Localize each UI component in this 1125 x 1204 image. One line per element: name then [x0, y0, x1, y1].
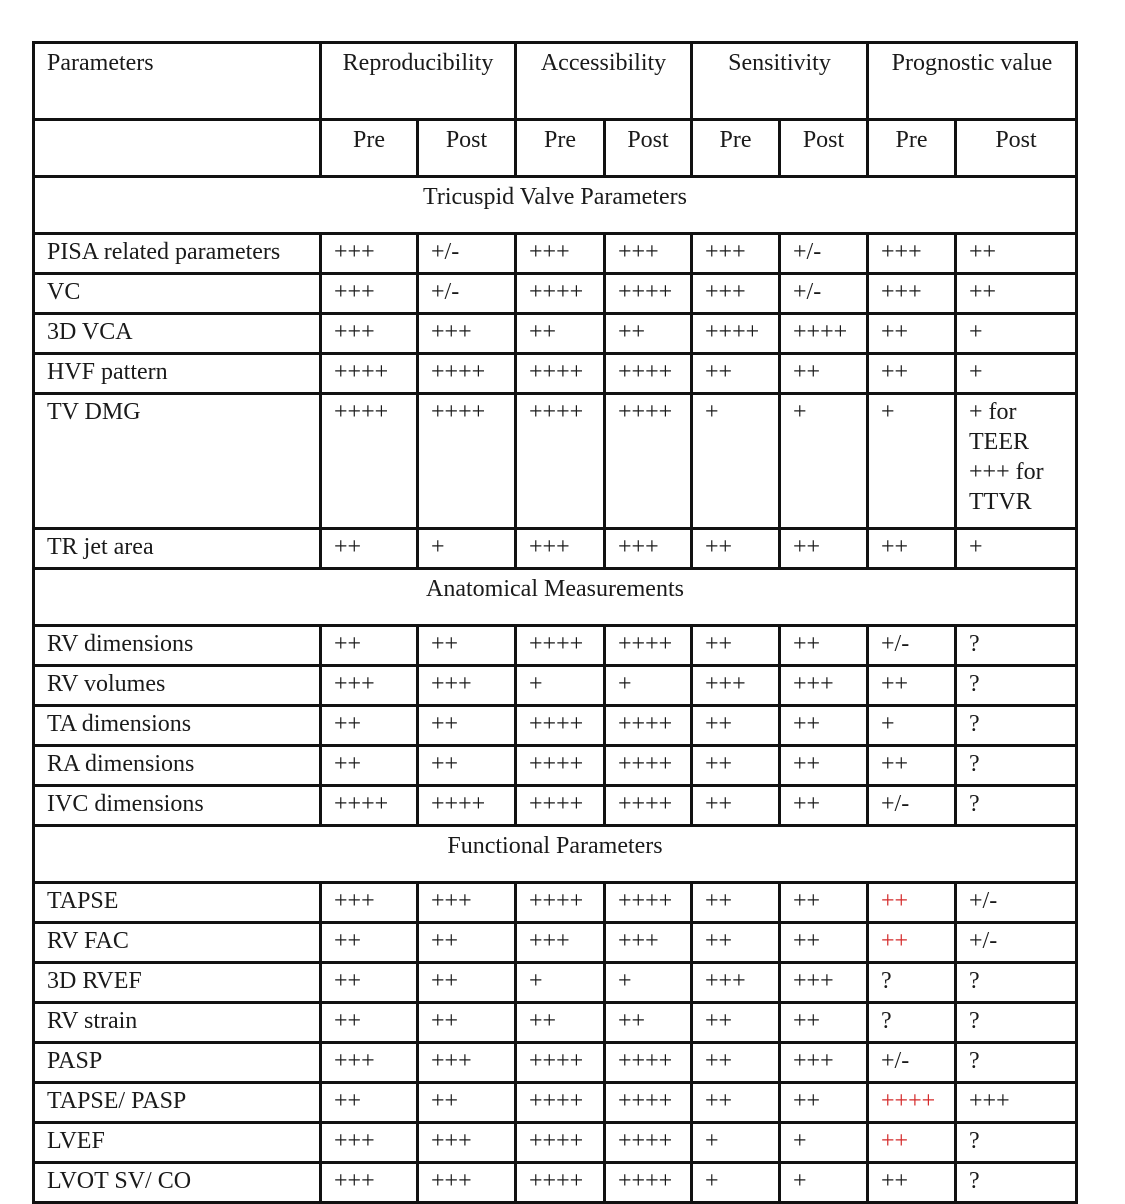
cell: ++: [321, 626, 418, 666]
cell: ++: [780, 529, 868, 569]
cell: ++++: [605, 354, 692, 394]
table-row: [34, 274, 1077, 314]
cell: ++++: [605, 1083, 692, 1123]
cell: ++++: [516, 1123, 605, 1163]
cell: ++: [692, 786, 780, 826]
cell: ?: [956, 1003, 1077, 1043]
cell: +++: [605, 923, 692, 963]
cell: ++: [516, 1003, 605, 1043]
cell: ++++: [605, 626, 692, 666]
cell: ++: [780, 1083, 868, 1123]
table-row: [34, 786, 1077, 826]
header-accessibility: Accessibility: [516, 43, 692, 120]
cell: +: [956, 529, 1077, 569]
cell: ++++: [516, 1043, 605, 1083]
cell: +: [418, 529, 516, 569]
cell: +++: [692, 234, 780, 274]
cell: ++++: [418, 354, 516, 394]
cell: ++: [321, 963, 418, 1003]
cell: ++++: [516, 786, 605, 826]
cell: ++: [780, 626, 868, 666]
cell: +++: [321, 1123, 418, 1163]
cell: ?: [956, 706, 1077, 746]
cell: ++: [780, 923, 868, 963]
cell: +++: [418, 666, 516, 706]
cell: +++: [780, 1043, 868, 1083]
cell: ++: [692, 529, 780, 569]
cell: ++: [605, 314, 692, 354]
cell: ++++: [516, 626, 605, 666]
cell: +++: [418, 1123, 516, 1163]
cell: ++: [516, 314, 605, 354]
cell: +++: [868, 234, 956, 274]
table-row: [34, 746, 1077, 786]
subheader-post: Post: [956, 120, 1077, 177]
cell: ?: [956, 1163, 1077, 1203]
cell: +: [780, 1163, 868, 1203]
cell: ++: [692, 883, 780, 923]
row-name: IVC dimensions: [34, 786, 321, 826]
cell: ++: [692, 354, 780, 394]
cell: ?: [956, 626, 1077, 666]
cell: ++: [418, 626, 516, 666]
cell: ++: [321, 529, 418, 569]
subheader-row: [34, 120, 1077, 177]
cell: ?: [956, 963, 1077, 1003]
cell: ++++: [605, 706, 692, 746]
header-parameters: Parameters: [34, 43, 321, 120]
cell: ++++: [516, 1083, 605, 1123]
cell: +++: [868, 274, 956, 314]
cell: +++: [605, 529, 692, 569]
cell: ?: [956, 666, 1077, 706]
cell: ++: [780, 746, 868, 786]
cell: ++: [780, 786, 868, 826]
table-row: [34, 529, 1077, 569]
table-row: [34, 706, 1077, 746]
cell: +/-: [780, 274, 868, 314]
table-row: [34, 1083, 1077, 1123]
cell: +/-: [418, 234, 516, 274]
subheader-post: Post: [605, 120, 692, 177]
cell: ++: [780, 1003, 868, 1043]
cell: +/-: [956, 923, 1077, 963]
cell: +/-: [868, 1043, 956, 1083]
table-row: [34, 923, 1077, 963]
cell: ?: [956, 786, 1077, 826]
cell: ++: [321, 923, 418, 963]
section-title: Anatomical Measurements: [34, 569, 1077, 626]
row-name: PISA related parameters: [34, 234, 321, 274]
cell: ++++: [516, 394, 605, 529]
subheader-post: Post: [780, 120, 868, 177]
cell: ?: [868, 1003, 956, 1043]
cell: +++: [418, 883, 516, 923]
subheader-pre: Pre: [692, 120, 780, 177]
cell-highlighted: ++++: [868, 1083, 956, 1123]
header-reproducibility: Reproducibility: [321, 43, 516, 120]
cell: ++: [868, 529, 956, 569]
cell: ++++: [516, 746, 605, 786]
cell: ++++: [605, 274, 692, 314]
cell: +++: [692, 666, 780, 706]
section-header: [34, 826, 1077, 883]
cell: ++: [868, 666, 956, 706]
row-name: RV strain: [34, 1003, 321, 1043]
table-row: [34, 394, 1077, 529]
cell: ++: [780, 706, 868, 746]
cell: +: [516, 963, 605, 1003]
cell: +++: [516, 923, 605, 963]
table-row: [34, 666, 1077, 706]
cell: ++: [692, 1083, 780, 1123]
cell: ++: [418, 923, 516, 963]
cell: ++++: [605, 1163, 692, 1203]
row-name: TV DMG: [34, 394, 321, 529]
cell: + for TEER +++ for TTVR: [956, 394, 1077, 529]
cell: ++: [692, 1003, 780, 1043]
cell: ++: [956, 274, 1077, 314]
cell: +: [692, 1123, 780, 1163]
subheader-pre: Pre: [868, 120, 956, 177]
row-name: 3D RVEF: [34, 963, 321, 1003]
subheader-pre: Pre: [516, 120, 605, 177]
cell: ++: [868, 314, 956, 354]
cell: +++: [321, 883, 418, 923]
cell: ++++: [418, 786, 516, 826]
cell: ++: [321, 746, 418, 786]
cell: +: [780, 1123, 868, 1163]
subheader-empty: [34, 120, 321, 177]
table-row: [34, 1163, 1077, 1203]
cell: +++: [780, 963, 868, 1003]
cell: +: [692, 394, 780, 529]
table-row: [34, 1003, 1077, 1043]
cell: +: [956, 354, 1077, 394]
cell: ++++: [516, 1163, 605, 1203]
cell: +/-: [868, 626, 956, 666]
cell: +: [956, 314, 1077, 354]
row-name: LVEF: [34, 1123, 321, 1163]
cell: ++: [692, 746, 780, 786]
cell-highlighted: ++: [868, 923, 956, 963]
cell: ++: [780, 883, 868, 923]
cell: ++++: [605, 746, 692, 786]
cell: ++++: [321, 394, 418, 529]
cell: ++: [418, 963, 516, 1003]
cell: ++: [321, 1083, 418, 1123]
row-name: TA dimensions: [34, 706, 321, 746]
row-name: RA dimensions: [34, 746, 321, 786]
header-row: [34, 43, 1077, 120]
cell: +++: [321, 1043, 418, 1083]
cell-highlighted: ++: [868, 1123, 956, 1163]
comparison-table: [32, 41, 1078, 1204]
cell: ++: [868, 746, 956, 786]
cell: ++++: [321, 786, 418, 826]
header-sensitivity: Sensitivity: [692, 43, 868, 120]
table-row: [34, 963, 1077, 1003]
cell: +: [868, 394, 956, 529]
cell: ++++: [692, 314, 780, 354]
row-name: TAPSE/ PASP: [34, 1083, 321, 1123]
cell: ++: [418, 706, 516, 746]
row-name: VC: [34, 274, 321, 314]
cell: +++: [418, 314, 516, 354]
cell: ++++: [605, 394, 692, 529]
table-row: [34, 1123, 1077, 1163]
cell: ?: [956, 1043, 1077, 1083]
cell: +: [605, 666, 692, 706]
row-name: 3D VCA: [34, 314, 321, 354]
section-header: [34, 177, 1077, 234]
row-name: RV dimensions: [34, 626, 321, 666]
cell: ?: [956, 1123, 1077, 1163]
cell: ++++: [516, 883, 605, 923]
cell: ++++: [780, 314, 868, 354]
cell: +++: [956, 1083, 1077, 1123]
cell: +++: [516, 234, 605, 274]
row-name: LVOT SV/ CO: [34, 1163, 321, 1203]
cell: +/-: [418, 274, 516, 314]
table-row: [34, 1043, 1077, 1083]
section-header: [34, 569, 1077, 626]
cell: +++: [321, 1163, 418, 1203]
cell: +: [780, 394, 868, 529]
section-title: Functional Parameters: [34, 826, 1077, 883]
cell: +/-: [868, 786, 956, 826]
cell: ++: [692, 923, 780, 963]
cell: +++: [692, 963, 780, 1003]
table-row: [34, 234, 1077, 274]
cell: +: [692, 1163, 780, 1203]
cell: ++++: [516, 706, 605, 746]
cell: ++: [418, 1083, 516, 1123]
cell-highlighted: ++: [868, 883, 956, 923]
row-name: RV FAC: [34, 923, 321, 963]
row-name: PASP: [34, 1043, 321, 1083]
cell: ++: [418, 746, 516, 786]
cell: +++: [321, 666, 418, 706]
cell: ++++: [605, 1123, 692, 1163]
cell: ++++: [605, 883, 692, 923]
cell: ++: [868, 1163, 956, 1203]
cell: +/-: [956, 883, 1077, 923]
cell: ?: [868, 963, 956, 1003]
section-title: Tricuspid Valve Parameters: [34, 177, 1077, 234]
cell: ++++: [516, 274, 605, 314]
cell: ++: [321, 1003, 418, 1043]
cell: ++: [605, 1003, 692, 1043]
cell: +: [605, 963, 692, 1003]
row-name: HVF pattern: [34, 354, 321, 394]
cell: +++: [321, 274, 418, 314]
cell: +++: [321, 314, 418, 354]
row-name: TR jet area: [34, 529, 321, 569]
cell: ++++: [321, 354, 418, 394]
cell: ++++: [605, 786, 692, 826]
cell: ?: [956, 746, 1077, 786]
cell: +++: [418, 1163, 516, 1203]
cell: +++: [516, 529, 605, 569]
cell: ++: [321, 706, 418, 746]
row-name: TAPSE: [34, 883, 321, 923]
cell: +/-: [780, 234, 868, 274]
table-row: [34, 354, 1077, 394]
cell: ++: [868, 354, 956, 394]
cell: ++: [692, 1043, 780, 1083]
subheader-pre: Pre: [321, 120, 418, 177]
cell: ++++: [418, 394, 516, 529]
cell: ++++: [605, 1043, 692, 1083]
cell: +++: [605, 234, 692, 274]
subheader-post: Post: [418, 120, 516, 177]
cell: +: [516, 666, 605, 706]
cell: ++: [418, 1003, 516, 1043]
row-name: RV volumes: [34, 666, 321, 706]
cell: ++: [692, 626, 780, 666]
cell: ++++: [516, 354, 605, 394]
cell: ++: [692, 706, 780, 746]
cell: +: [868, 706, 956, 746]
table-row: [34, 626, 1077, 666]
header-prognostic-value: Prognostic value: [868, 43, 1077, 120]
cell: +++: [418, 1043, 516, 1083]
cell: +++: [780, 666, 868, 706]
table-row: [34, 883, 1077, 923]
cell: ++: [780, 354, 868, 394]
cell: ++: [956, 234, 1077, 274]
cell: +++: [321, 234, 418, 274]
cell: +++: [692, 274, 780, 314]
table-row: [34, 314, 1077, 354]
